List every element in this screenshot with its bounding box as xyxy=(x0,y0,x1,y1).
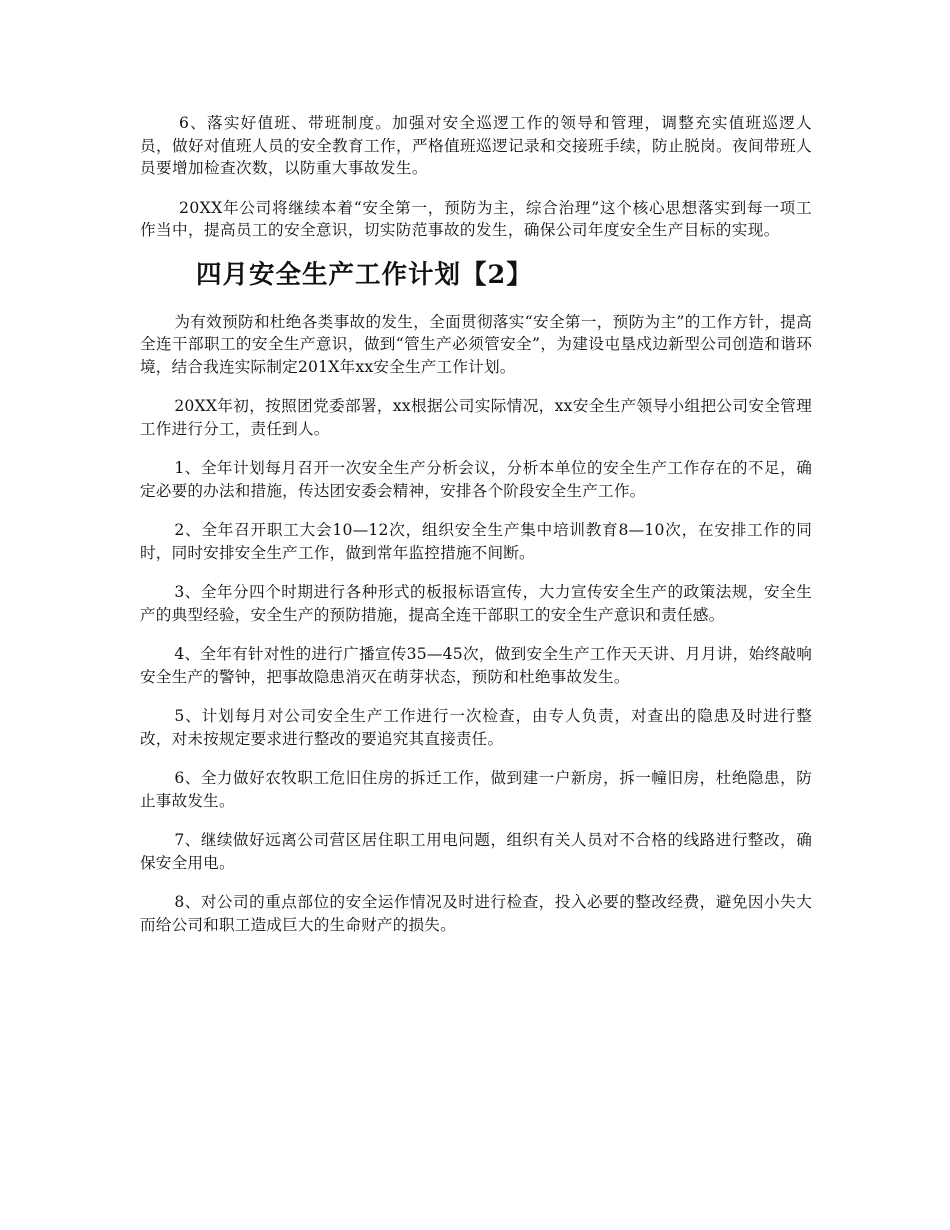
paragraph-annual-goal: 20XX年公司将继续本着“安全第一，预防为主，综合治理”这个核心思想落实到每一项工作当中，提高员工的安全意识，切实防范事故的发生，确保公司年度安全生产目标的实现。 xyxy=(140,198,812,239)
document-page xyxy=(140,112,812,953)
paragraph-item-5: 5、计划每月对公司安全生产工作进行一次检查，由专人负责，对查出的隐患及时进行整改，对未按规定要求进行整改的要追究其直接责任。 xyxy=(140,707,812,748)
paragraph-item-1: 1、全年计划每月召开一次安全生产分析会议，分析本单位的安全生产工作存在的不足，确定必要的办法和措施，传达团安委会精神，安排各个阶段安全生产工作。 xyxy=(140,459,812,500)
paragraph-item-3: 3、全年分四个时期进行各种形式的板报标语宣传，大力宣传安全生产的政策法规，安全生产的典型经验，安全生产的预防措施，提高全连干部职工的安全生产意识和责任感。 xyxy=(140,583,812,624)
paragraph-duty-system: 6、落实好值班、带班制度。加强对安全巡逻工作的领导和管理，调整充实值班巡逻人员，做好对值班人员的安全教育工作，严格值班巡逻记录和交接班手续，防止脱岗。夜间带班人员要增加检查次数，以防重大事故发生。 xyxy=(140,114,812,177)
paragraph-intro: 为有效预防和杜绝各类事故的发生，全面贯彻落实“安全第一，预防为主”的工作方针，提高全连干部职工的安全生产意识，做到“管生产必须管安全”，为建设屯垦戍边新型公司创造和谐环境，结合我连实际制定201X年xx安全生产工作计划。 xyxy=(140,312,812,376)
paragraph-item-8: 8、对公司的重点部位的安全运作情况及时进行检查，投入必要的整改经费，避免因小失大而给公司和职工造成巨大的生命财产的损失。 xyxy=(140,893,812,934)
paragraph-item-2: 2、全年召开职工大会10—12次，组织安全生产集中培训教育8—10次，在安排工作的同时，同时安排安全生产工作，做到常年监控措施不间断。 xyxy=(140,521,812,562)
section-heading: 四月安全生产工作计划【2】 xyxy=(196,259,533,290)
paragraph-assignment: 20XX年初，按照团党委部署，xx根据公司实际情况，xx安全生产领导小组把公司安全管理工作进行分工，责任到人。 xyxy=(140,397,812,438)
paragraph-item-6: 6、全力做好农牧职工危旧住房的拆迁工作，做到建一户新房，拆一幢旧房，杜绝隐患，防止事故发生。 xyxy=(140,769,812,810)
paragraph-item-4: 4、全年有针对性的进行广播宣传35—45次，做到安全生产工作天天讲、月月讲，始终敲响安全生产的警钟，把事故隐患消灭在萌芽状态，预防和杜绝事故发生。 xyxy=(140,645,812,686)
paragraph-item-7: 7、继续做好远离公司营区居住职工用电问题，组织有关人员对不合格的线路进行整改，确保安全用电。 xyxy=(140,831,812,872)
